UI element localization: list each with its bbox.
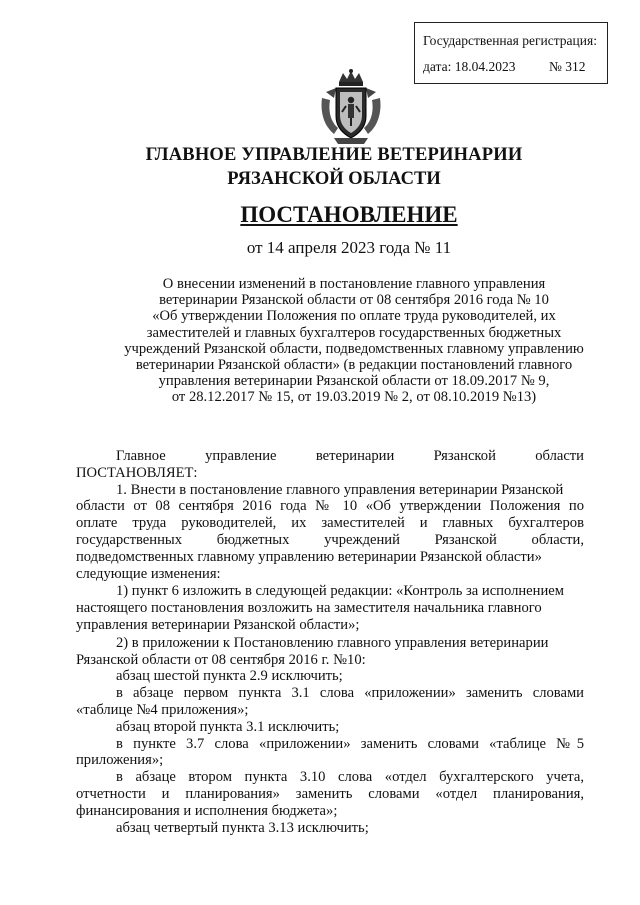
paragraph-8-line: финансирования и исполнения бюджета»; (76, 802, 338, 819)
paragraph-2-line: управления ветеринарии Рязанской области»; (76, 616, 360, 633)
paragraph-2-line: настоящего постановления возложить на заместителя начальника главного (76, 600, 542, 617)
paragraph-5-line: в абзаце первом пункта 3.1 слова «приложении» заменить словами (116, 685, 584, 702)
document-date-number: от 14 апреля 2023 года № 11 (246, 238, 452, 257)
paragraph-7-line: в пункте 3.7 слова «приложении» заменить словами «таблице №5 (116, 735, 584, 752)
paragraph-1-line: оплате труда руководителей, их заместителей и главных бухгалтеров (76, 515, 584, 532)
coat-of-arms-emblem (316, 68, 386, 146)
registration-box (414, 22, 608, 84)
organization-line-1: ГЛАВНОЕ УПРАВЛЕНИЕ ВЕТЕРИНАРИИ (145, 145, 523, 165)
subject-line: учреждений Рязанской области, подведомственных главному управлению (124, 340, 584, 357)
paragraph-1-line: 1. Внести в постановление главного управления ветеринарии Рязанской (116, 481, 564, 498)
registration-date: дата: 18.04.2023 (423, 59, 516, 74)
paragraph-8-line: отчетности и планирования» заменить словами «отдел планирования, (76, 785, 584, 802)
subject-line: от 28.12.2017 № 15, от 19.03.2019 № 2, от 08.10.2019 №13) (171, 389, 537, 406)
paragraph-2-line: 1) пункт 6 изложить в следующей редакции: «Контроль за исполнением (116, 583, 564, 600)
preamble-decree: ПОСТАНОВЛЯЕТ: (76, 464, 198, 481)
paragraph-1-line: области от 08 сентября 2016 года № 10 «Об утверждении Положения по (76, 498, 584, 515)
subject-line: управления ветеринарии Рязанской области от 18.09.2017 № 9, (158, 373, 550, 390)
paragraph-5-line: «таблице №4 приложения»; (76, 701, 249, 718)
document-body (76, 448, 584, 836)
subject-line: О внесении изменений в постановление главного управления (162, 276, 546, 292)
paragraph-6-line: абзац второй пункта 3.1 исключить; (116, 718, 340, 735)
document-type: ПОСТАНОВЛЕНИЕ (240, 202, 458, 227)
paragraph-3-line: 2) в приложении к Постановлению главного управления ветеринарии (116, 634, 549, 651)
organization-line-2: РЯЗАНСКОЙ ОБЛАСТИ (227, 169, 441, 189)
document-subject (110, 276, 598, 406)
registration-title: Государственная регистрация: (423, 33, 597, 48)
paragraph-4-line: абзац шестой пункта 2.9 исключить; (116, 668, 343, 685)
subject-line: ветеринарии Рязанской области» (в редакции постановлений главного (135, 357, 573, 374)
subject-line: заместителей и главных бухгалтеров государственных бюджетных (146, 324, 562, 341)
preamble-line: Главное управление ветеринарии Рязанской области (116, 448, 584, 464)
paragraph-1-line: следующие изменения: (76, 565, 221, 582)
paragraph-8-line: в абзаце втором пункта 3.10 слова «отдел бухгалтерского учета, (116, 769, 584, 786)
registration-number: № 312 (549, 59, 586, 74)
paragraph-7-line: приложения»; (76, 752, 164, 769)
paragraph-1-line: государственных бюджетных учреждений Рязанской области, (76, 531, 584, 548)
paragraph-3-line: Рязанской области от 08 сентября 2016 г. №10: (76, 651, 366, 668)
paragraph-1-line: подведомственных главному управлению ветеринарии Рязанской области» (76, 548, 542, 565)
subject-line: ветеринарии Рязанской области от 08 сентября 2016 года № 10 (159, 292, 549, 309)
paragraph-9-line: абзац четвертый пункта 3.13 исключить; (116, 819, 369, 836)
subject-line: «Об утверждении Положения по оплате труда руководителей, их (152, 308, 556, 325)
